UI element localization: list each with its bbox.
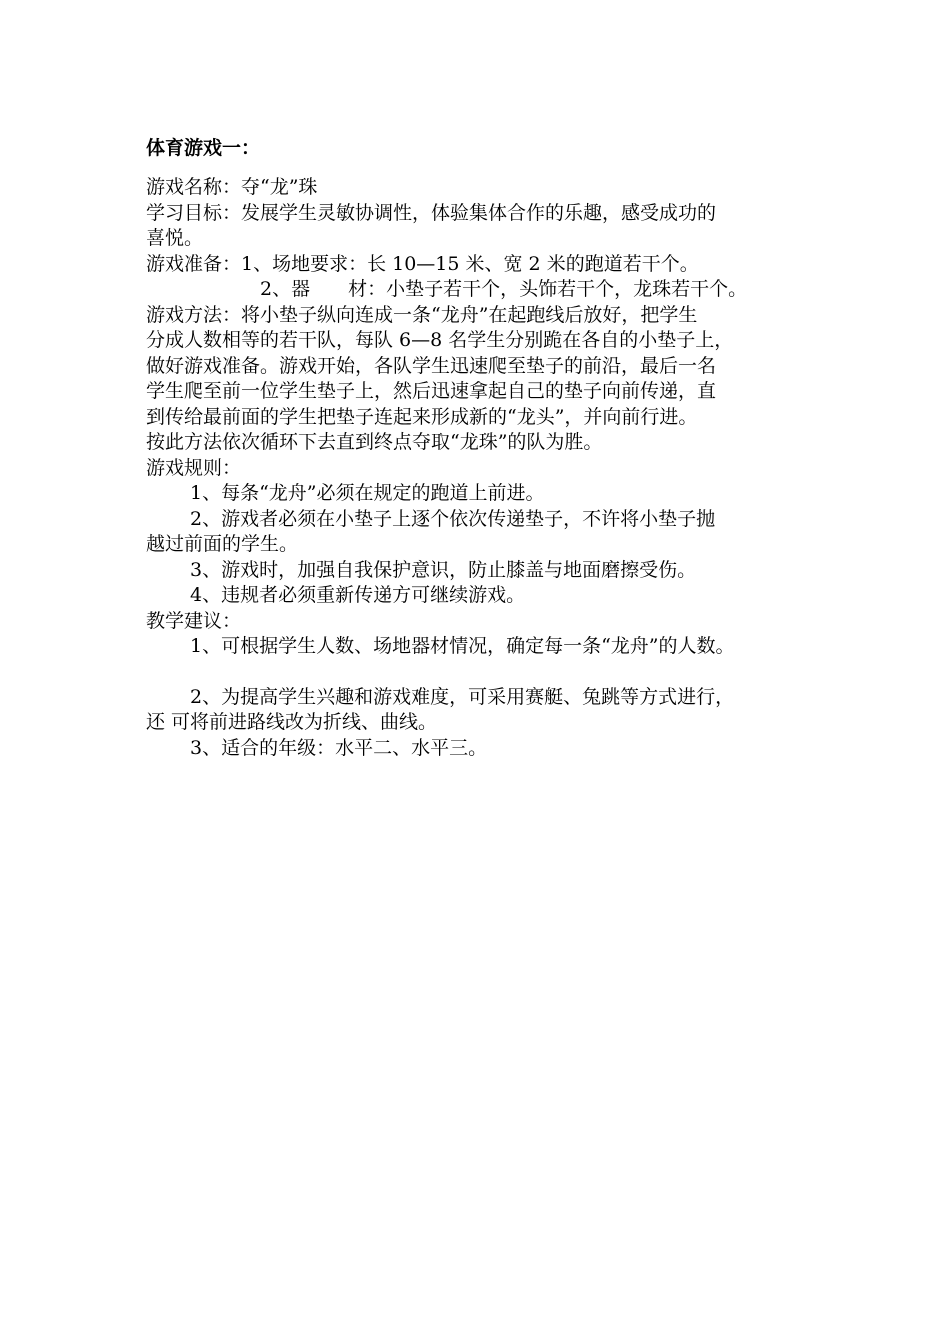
teaching-advice-heading: 教学建议： [146, 609, 242, 632]
teaching-advice-2-line-1: 2、为提高学生兴趣和游戏难度，可采用赛艇、兔跳等方式进行， [190, 685, 735, 708]
teaching-advice-3: 3、适合的年级：水平二、水平三。 [190, 736, 488, 759]
game-preparation-line-1: 游戏准备：1、场地要求：长 10—15 米、宽 2 米的跑道若干个。 [146, 252, 699, 275]
game-method-line-2: 分成人数相等的若干队，每队 6—8 名学生分别跪在各自的小垫子上， [146, 329, 734, 351]
game-method-line-1: 游戏方法：将小垫子纵向连成一条“龙舟”在起跑线后放好，把学生 [146, 303, 698, 326]
game-method-line-3: 做好游戏准备。游戏开始，各队学生迅速爬至垫子的前沿，最后一名 [146, 354, 717, 377]
game-rule-4: 4、违规者必须重新传递方可继续游戏。 [190, 584, 526, 606]
game-name-line: 游戏名称：夺“龙”珠 [146, 176, 318, 198]
game-preparation-line-2: 2、器 材：小垫子若干个，头饰若干个，龙珠若干个。 [260, 278, 748, 300]
game-rule-3: 3、游戏时，加强自我保护意识，防止膝盖与地面磨擦受伤。 [190, 558, 697, 581]
game-method-line-6: 按此方法依次循环下去直到终点夺取“龙珠”的队为胜。 [146, 431, 603, 453]
game-rule-2-line-2: 越过前面的学生。 [146, 533, 299, 555]
game-method-line-4: 学生爬至前一位学生垫子上，然后迅速拿起自己的垫子向前传递，直 [146, 380, 717, 402]
learning-goal-line-1: 学习目标：发展学生灵敏协调性，体验集体合作的乐趣，感受成功的 [146, 201, 717, 224]
learning-goal-line-2: 喜悦。 [146, 227, 204, 249]
blank-line [146, 660, 846, 685]
document-body [146, 133, 846, 761]
game-rules-heading: 游戏规则： [146, 456, 242, 479]
game-rule-1: 1、每条“龙舟”必须在规定的跑道上前进。 [190, 482, 545, 504]
game-rule-2-line-1: 2、游戏者必须在小垫子上逐个依次传递垫子，不许将小垫子抛 [190, 507, 716, 530]
teaching-advice-1: 1、可根据学生人数、场地器材情况，确定每一条“龙舟”的人数。 [190, 635, 735, 657]
document-title: 体育游戏一： [146, 137, 261, 159]
game-method-line-5: 到传给最前面的学生把垫子连起来形成新的“龙头”，并向前行进。 [146, 405, 698, 428]
teaching-advice-2-line-2: 还 可将前进路线改为折线、曲线。 [146, 711, 438, 733]
